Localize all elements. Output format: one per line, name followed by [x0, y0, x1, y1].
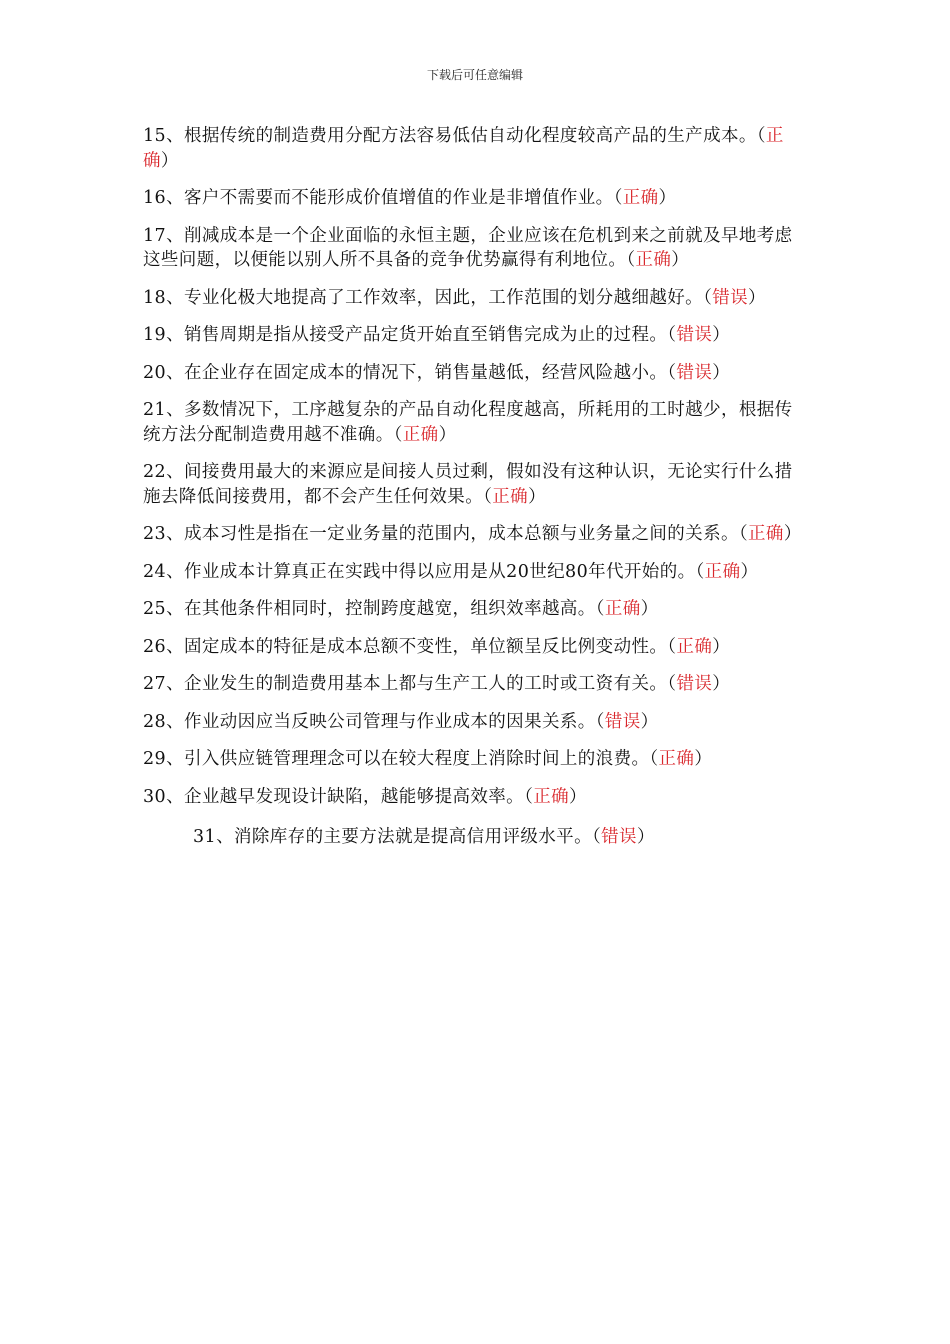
item-text: 30、企业越早发现设计缺陷，越能够提高效率。	[143, 786, 525, 807]
item-text: 15、根据传统的制造费用分配方法容易低估自动化程度较高产品的生产成本。	[143, 126, 757, 146]
list-item: 16、客户不需要而不能形成价值增值的作业是非增值作业。（正确）	[143, 188, 677, 208]
list-item: 19、销售周期是指从接受产品定货开始直至销售完成为止的过程。（错误）	[143, 325, 731, 345]
item-text: 25、在其他条件相同时，控制跨度越宽，组织效率越高。	[143, 599, 596, 619]
answer-mark: 正确	[676, 636, 713, 657]
list-item: 30、企业越早发现设计缺陷，越能够提高效率。（正确）	[143, 786, 587, 807]
item-text: 17、削减成本是一个企业面临的永恒主题，企业应该在危机到来之前就及早地考虑这些问题，以便能以别人所不具备的竞争优势赢得有利地位。	[143, 225, 793, 270]
list-item: 22、间接费用最大的来源应是间接人员过剩，假如没有这种认识，无论实行什么措施去降低间接费用，都不会产生任何效果。（正确）	[143, 462, 793, 507]
answer-mark: 正确	[704, 561, 741, 582]
item-text: 28、作业动因应当反映公司管理与作业成本的因果关系。	[143, 711, 596, 732]
page-header: 下载后可任意编辑	[426, 68, 523, 82]
item-text: 23、成本习性是指在一定业务量的范围内，成本总额与业务量之间的关系。	[143, 524, 739, 544]
question-list	[143, 124, 803, 863]
list-item: 28、作业动因应当反映公司管理与作业成本的因果关系。（错误）	[143, 711, 659, 732]
item-text: 26、固定成本的特征是成本总额不变性，单位额呈反比例变动性。	[143, 636, 668, 657]
answer-mark: 正确	[635, 250, 672, 270]
answer-mark: 错误	[601, 827, 637, 847]
answer-mark: 正确	[658, 749, 695, 769]
item-text: 18、专业化极大地提高了工作效率，因此，工作范围的划分越细越好。	[143, 287, 704, 308]
list-item: 27、企业发生的制造费用基本上都与生产工人的工时或工资有关。（错误）	[143, 674, 731, 694]
answer-mark: 错误	[712, 287, 749, 308]
answer-mark: 正确	[402, 424, 439, 445]
answer-mark: 错误	[676, 362, 713, 383]
answer-mark: 正确	[533, 786, 570, 807]
list-item: 29、引入供应链管理理念可以在较大程度上消除时间上的浪费。（正确）	[143, 749, 713, 769]
answer-mark: 错误	[676, 674, 713, 694]
list-item: 18、专业化极大地提高了工作效率，因此，工作范围的划分越细越好。（错误）	[143, 287, 766, 308]
list-item: 15、根据传统的制造费用分配方法容易低估自动化程度较高产品的生产成本。（正确）	[143, 126, 784, 171]
answer-mark: 正确	[143, 126, 784, 171]
answer-mark: 正确	[492, 486, 529, 507]
answer-mark: 正确	[604, 599, 641, 619]
answer-mark: 正确	[748, 524, 784, 544]
answer-mark: 错误	[676, 325, 713, 345]
list-item: 17、削减成本是一个企业面临的永恒主题，企业应该在危机到来之前就及早地考虑这些问题，以便能以别人所不具备的竞争优势赢得有利地位。（正确）	[143, 225, 793, 270]
list-item: 21、多数情况下，工序越复杂的产品自动化程度越高，所耗用的工时越少，根据传统方法分配制造费用越不准确。（正确）	[143, 400, 793, 445]
list-item: 26、固定成本的特征是成本总额不变性，单位额呈反比例变动性。（正确）	[143, 636, 731, 657]
item-text: 16、客户不需要而不能形成价值增值的作业是非增值作业。	[143, 188, 614, 208]
item-text: 19、销售周期是指从接受产品定货开始直至销售完成为止的过程。	[143, 325, 668, 345]
list-item: 24、作业成本计算真正在实践中得以应用是从20世纪80年代开始的。（正确）	[143, 561, 759, 582]
list-item: 23、成本习性是指在一定业务量的范围内，成本总额与业务量之间的关系。（正确）	[143, 524, 802, 544]
list-item: 31、消除库存的主要方法就是提高信用评级水平。（错误）	[193, 827, 655, 847]
item-text: 27、企业发生的制造费用基本上都与生产工人的工时或工资有关。	[143, 674, 668, 694]
item-text: 22、间接费用最大的来源应是间接人员过剩，假如没有这种认识，无论实行什么措施去降低间接费用，都不会产生任何效果。	[143, 462, 793, 507]
item-text: 21、多数情况下，工序越复杂的产品自动化程度越高，所耗用的工时越少，根据传统方法分配制造费用越不准确。	[143, 400, 793, 445]
list-item: 25、在其他条件相同时，控制跨度越宽，组织效率越高。（正确）	[143, 599, 659, 619]
item-text: 20、在企业存在固定成本的情况下，销售量越低，经营风险越小。	[143, 362, 668, 383]
answer-mark: 正确	[622, 188, 659, 208]
answer-mark: 错误	[604, 711, 641, 732]
item-text: 24、作业成本计算真正在实践中得以应用是从20世纪80年代开始的。	[143, 561, 696, 582]
list-item: 20、在企业存在固定成本的情况下，销售量越低，经营风险越小。（错误）	[143, 362, 731, 383]
item-text: 29、引入供应链管理理念可以在较大程度上消除时间上的浪费。	[143, 749, 650, 769]
item-text: 31、消除库存的主要方法就是提高信用评级水平。	[193, 827, 592, 847]
